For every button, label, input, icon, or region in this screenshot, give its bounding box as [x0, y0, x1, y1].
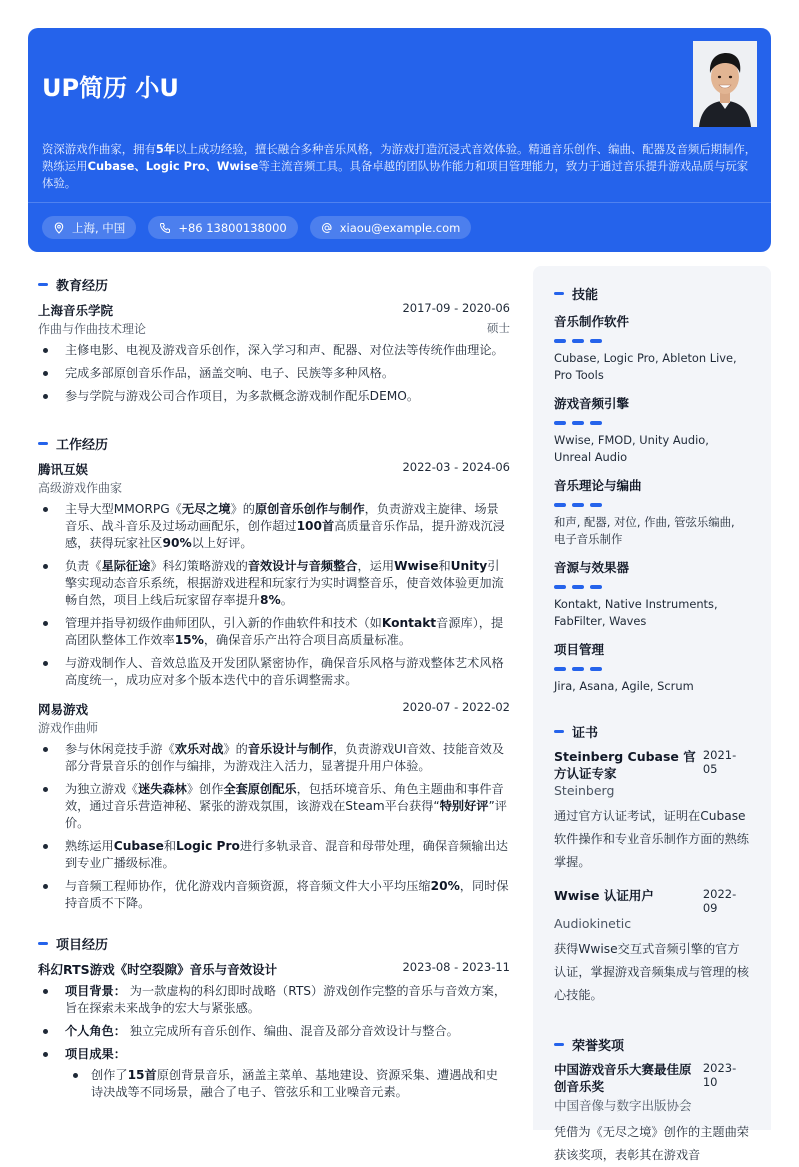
sidebar	[533, 266, 771, 1162]
at-sign-icon	[321, 222, 333, 234]
skill-level-indicator	[554, 503, 749, 507]
section-marker	[554, 1043, 564, 1046]
skill-item: 音源与效果器 Kontakt, Native Instruments, FabFilter, Waves	[554, 558, 749, 630]
list-item: 为独立游戏《迷失森林》创作全套原创配乐，包括环境音乐、角色主题曲和事件音效，通过音乐营造神秘、紧张的游戏氛围，该游戏在Steam平台获得“特别好评”评价。	[38, 781, 510, 832]
education-bullets	[38, 342, 510, 405]
job-date: 2020-07 - 2022-02	[402, 700, 510, 714]
skill-level-indicator	[554, 421, 749, 425]
location-text: 上海, 中国	[72, 220, 126, 235]
job-entry	[38, 700, 510, 912]
list-item: 个人角色： 独立完成所有音乐创作、编曲、混音及部分音效设计与整合。	[38, 1023, 510, 1040]
job-role: 游戏作曲师	[38, 721, 99, 735]
list-item: 主修电影、电视及游戏音乐创作，深入学习和声、配器、对位法等传统作曲理论。	[38, 342, 510, 359]
list-item: 项目成果： 创作了15首原创背景音乐，涵盖主菜单、基地建设、资源采集、遭遇战和史诗决战等不同场景，融合了电子、管弦乐和工业噪音元素。	[38, 1046, 510, 1101]
work-title: 工作经历	[38, 434, 510, 452]
phone-text: +86 13800138000	[178, 220, 287, 235]
project-date: 2023-08 - 2023-11	[402, 960, 510, 974]
list-item: 参与学院与游戏公司合作项目，为多款概念游戏制作配乐DEMO。	[38, 388, 510, 405]
main-column	[38, 275, 510, 1107]
job-date: 2022-03 - 2024-06	[402, 460, 510, 474]
major: 作曲与作曲技术理论	[38, 322, 147, 336]
list-item: 参与休闲竞技手游《欢乐对战》的音乐设计与制作，负责游戏UI音效、技能音效及部分背景音乐的创作与编排，为游戏注入活力，显著提升用户体验。	[38, 741, 510, 775]
skill-item: 音乐理论与编曲 和声, 配器, 对位, 作曲, 管弦乐编曲, 电子音乐制作	[554, 476, 749, 548]
education-date: 2017-09 - 2020-06	[402, 301, 510, 315]
awards-section	[554, 1035, 749, 1167]
list-item: 与游戏制作人、音效总监及开发团队紧密协作，确保音乐风格与游戏整体艺术风格高度统一，成功应对多个版本迭代中的音乐调整需求。	[38, 655, 510, 689]
company-name: 网易游戏	[38, 702, 89, 717]
company-name: 腾讯互娱	[38, 462, 89, 477]
candidate-name: UP简历 小U	[42, 74, 179, 102]
list-item: 项目背景： 为一款虚构的科幻即时战略（RTS）游戏创作完整的音乐与音效方案，旨在探索未来战争的宏大与紧张感。	[38, 983, 510, 1017]
award-item: 中国游戏音乐大赛最佳原创音乐奖 2023-10 中国音像与数字出版协会 凭借为《无尽之境》创作的主题曲荣获该奖项，表彰其在游戏音	[554, 1061, 749, 1162]
profile-summary: 资深游戏作曲家，拥有5年以上成功经验，擅长融合多种音乐风格，为游戏打造沉浸式音效体验。精通音乐创作、编曲、配器及音频后期制作，熟练运用Cubase、Logic Pro、Wwise等主流音频工具。具备卓越的团队协作能力和项目管理能力，致力于通过音乐提升游戏品质与玩家体验。	[42, 142, 757, 190]
certificates-section	[554, 722, 749, 1007]
list-item: 负责《星际征途》科幻策略游戏的音效设计与音频整合，运用Wwise和Unity引擎实现动态音乐系统，根据游戏进程和玩家行为实时调整音乐，使音效体验更加流畅自然，项目上线后玩家留存率提升8%。	[38, 558, 510, 609]
school-name: 上海音乐学院	[38, 303, 114, 318]
job-entry	[38, 460, 510, 689]
section-marker	[554, 730, 564, 733]
phone-icon	[159, 222, 171, 234]
header-divider	[28, 202, 771, 203]
list-item: 管理并指导初级作曲师团队，引入新的作曲软件和技术（如Kontakt音源库），提高团队整体工作效率15%，确保音乐产出符合项目高质量标准。	[38, 615, 510, 649]
job-bullets	[38, 501, 510, 689]
education-title: 教育经历	[38, 275, 510, 293]
education-section	[38, 275, 510, 405]
project-bullets	[38, 983, 510, 1101]
section-marker	[38, 942, 48, 945]
skills-section	[554, 284, 749, 695]
list-item: 熟练运用Cubase和Logic Pro进行多轨录音、混音和母带处理，确保音频输出达到专业广播级标准。	[38, 838, 510, 872]
list-item: 创作了15首原创背景音乐，涵盖主菜单、基地建设、资源采集、遭遇战和史诗决战等不同场景，融合了电子、管弦乐和工业噪音元素。	[65, 1067, 510, 1101]
email-text: xiaou@example.com	[339, 220, 461, 235]
skill-level-indicator	[554, 585, 749, 589]
projects-title: 项目经历	[38, 934, 510, 952]
resume-header	[28, 28, 771, 252]
job-bullets	[38, 741, 510, 912]
section-marker	[38, 442, 48, 445]
list-item: 主导大型MMORPG《无尽之境》的原创音乐创作与制作，负责游戏主旋律、场景音乐、战斗音乐及过场动画配乐，创作超过100首高质量音乐作品，提升游戏沉浸感，获得玩家社区90%以上好评。	[38, 501, 510, 552]
contact-bar	[42, 216, 471, 239]
section-marker	[38, 283, 48, 286]
phone-chip[interactable]	[148, 216, 297, 239]
skill-level-indicator	[554, 339, 749, 343]
awards-title: 荣誉奖项	[554, 1035, 749, 1053]
work-section	[38, 434, 510, 912]
project-name: 科幻RTS游戏《时空裂隙》音乐与音效设计	[38, 962, 278, 977]
skills-title: 技能	[554, 284, 749, 302]
skill-level-indicator	[554, 667, 749, 671]
skill-item: 游戏音频引擎 Wwise, FMOD, Unity Audio, Unreal Audio	[554, 394, 749, 466]
certificate-item: Wwise 认证用户 2022-09 Audiokinetic 获得Wwise交互式音频引擎的官方认证，掌握游戏音频集成与管理的核心技能。	[554, 887, 749, 1002]
skill-item: 项目管理 Jira, Asana, Agile, Scrum	[554, 640, 749, 695]
email-chip[interactable]	[310, 216, 472, 239]
projects-section	[38, 934, 510, 1101]
skill-item: 音乐制作软件 Cubase, Logic Pro, Ableton Live, Pro Tools	[554, 312, 749, 384]
location-chip	[42, 216, 136, 239]
job-role: 高级游戏作曲家	[38, 481, 123, 495]
certificate-item: Steinberg Cubase 官方认证专家 2021-05 Steinberg 通过官方认证考试，证明在Cubase软件操作和专业音乐制作方面的熟练掌握。	[554, 748, 749, 869]
section-marker	[554, 292, 564, 295]
list-item: 完成多部原创音乐作品，涵盖交响、电子、民族等多种风格。	[38, 365, 510, 382]
list-item: 与音频工程师协作，优化游戏内音频资源，将音频文件大小平均压缩20%，同时保持音质不下降。	[38, 878, 510, 912]
degree: 硕士	[487, 321, 510, 335]
location-pin-icon	[53, 222, 65, 234]
certificates-title: 证书	[554, 722, 749, 740]
profile-photo	[693, 41, 757, 127]
project-sub-bullets	[65, 1067, 510, 1101]
